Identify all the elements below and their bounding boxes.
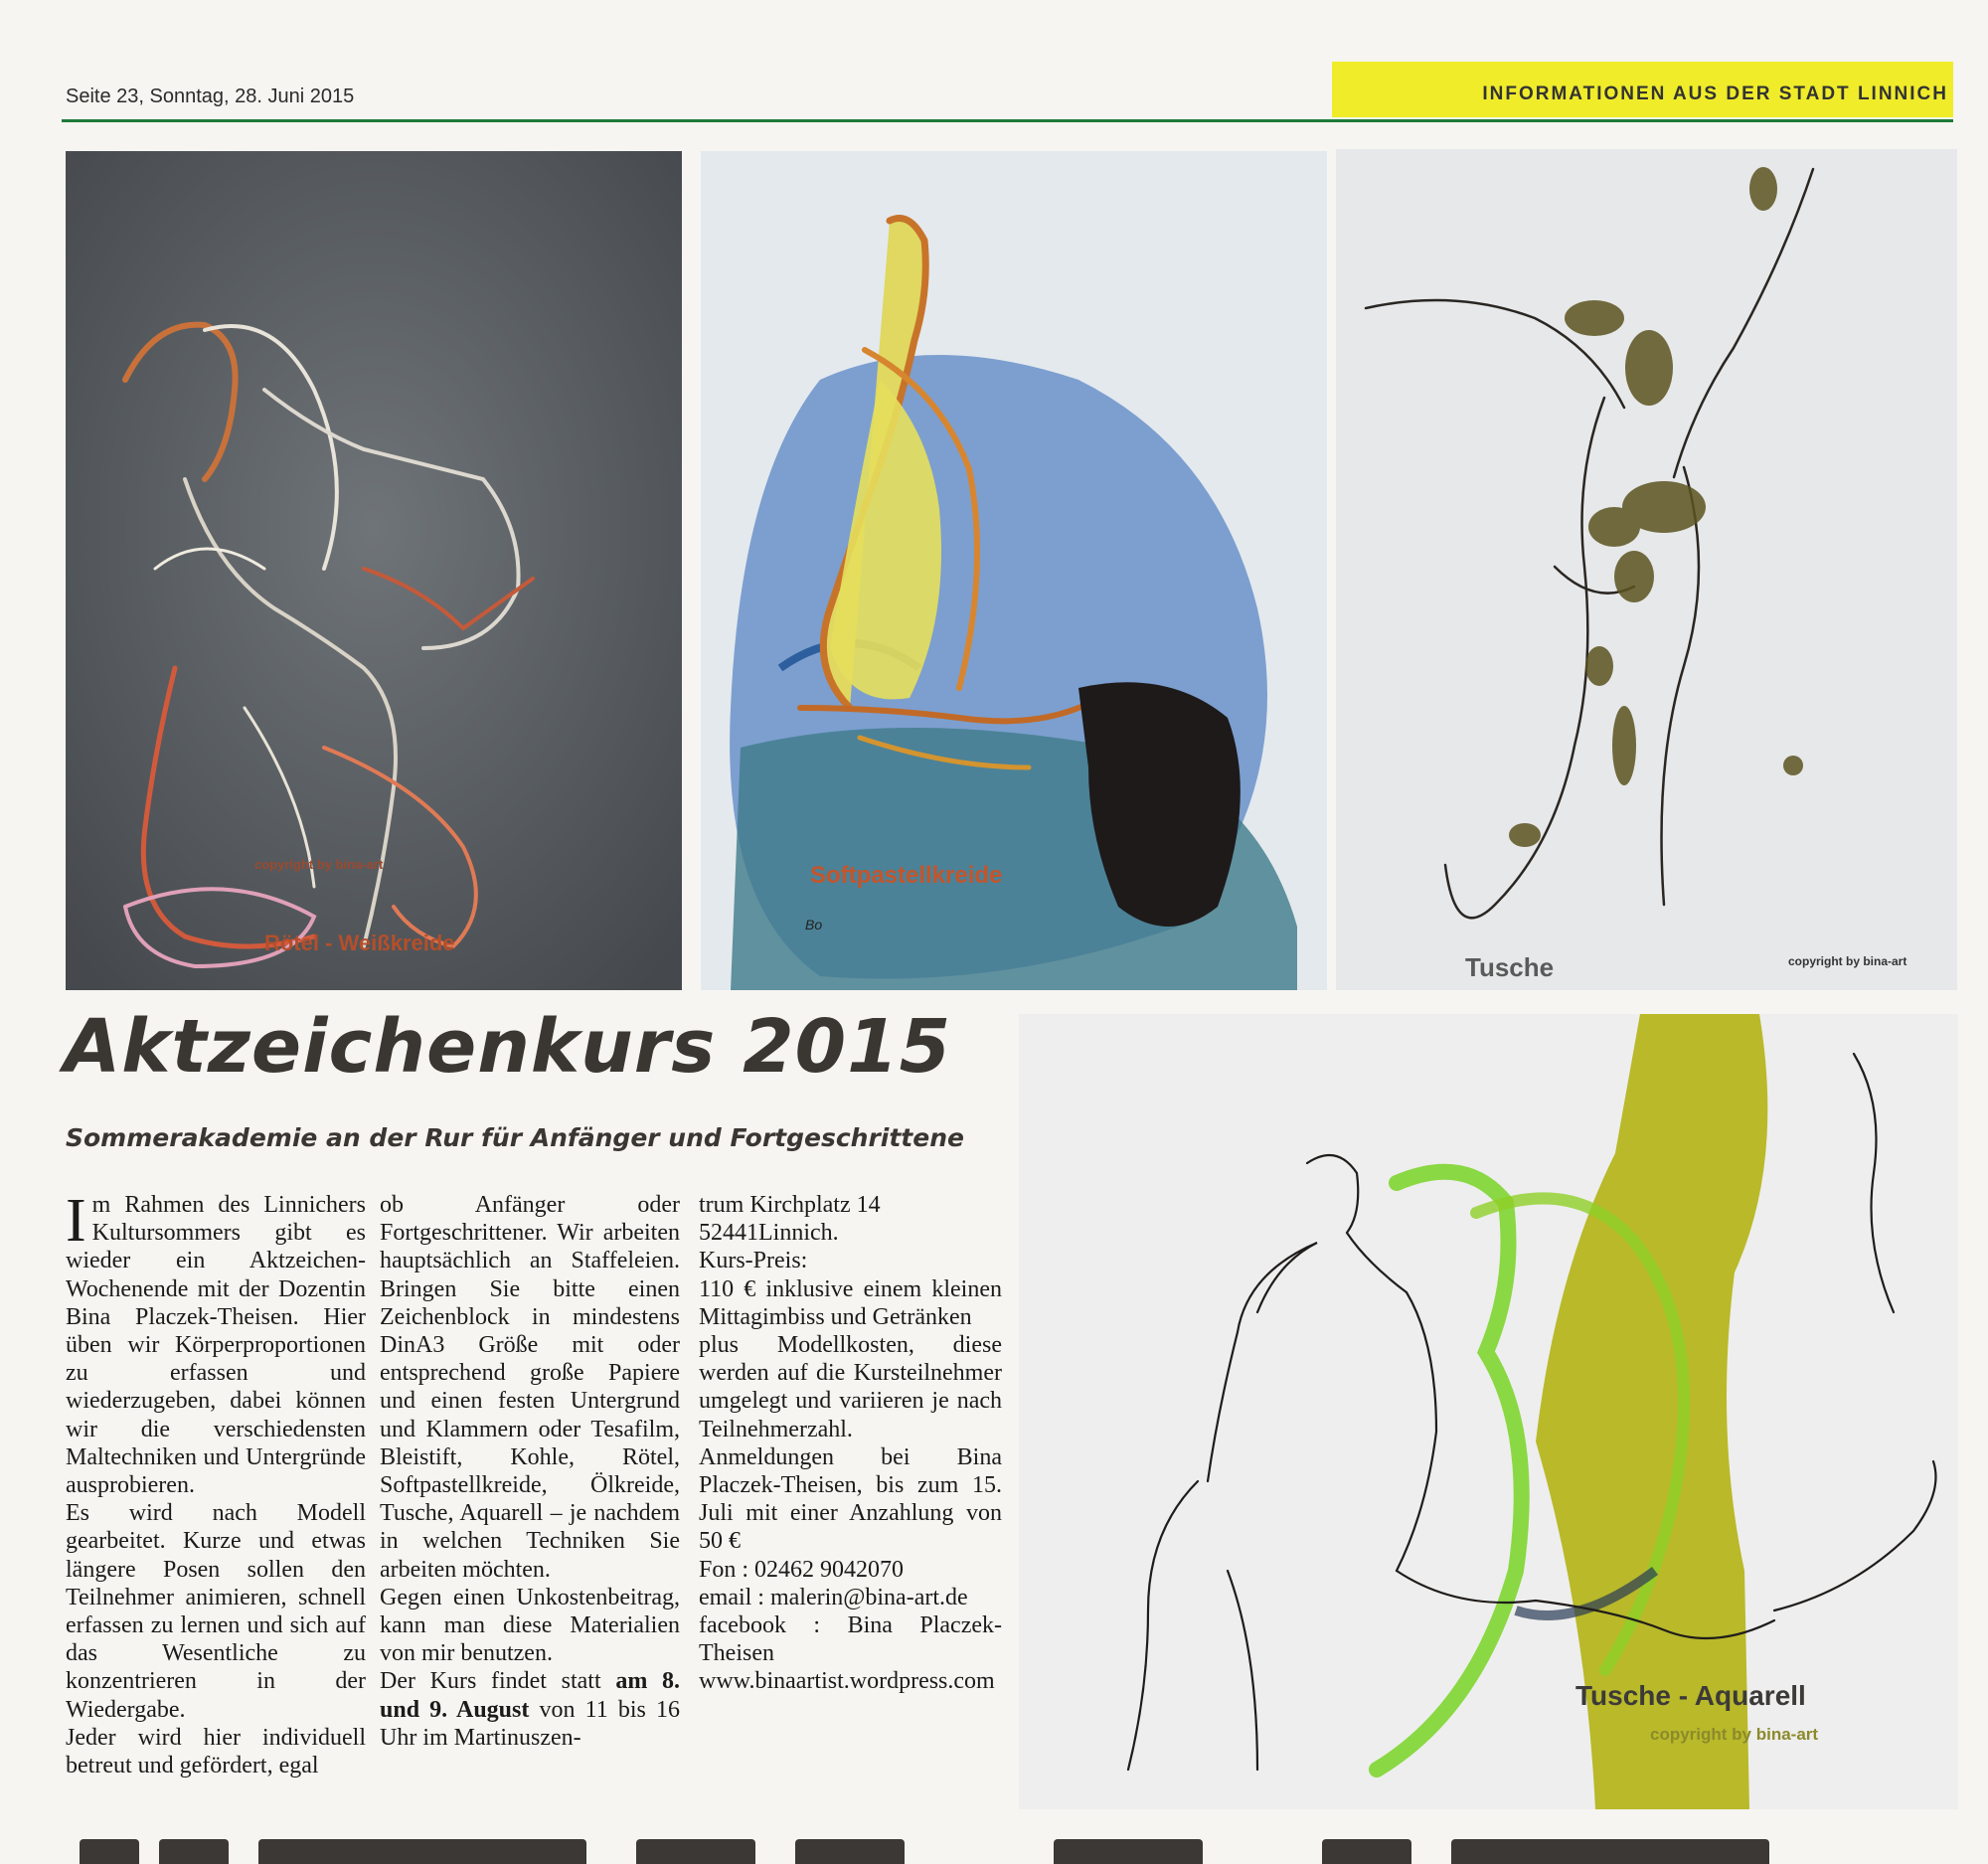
paragraph: Gegen einen Unkostenbeitrag, kann man diese Materialien von mir benutzen. [380, 1584, 680, 1667]
page-date-line: Seite 23, Sonntag, 28. Juni 2015 [66, 85, 355, 107]
paragraph-text: Der Kurs findet statt [380, 1668, 616, 1695]
artwork-tusche-aquarell-caption: Tusche - Aquarell [1575, 1680, 1806, 1711]
artwork-softpastell [701, 151, 1327, 990]
section-title: INFORMATIONEN AUS DER STADT LINNICH [1482, 84, 1948, 104]
venue-line: trum Kirchplatz 14 [699, 1192, 881, 1218]
paragraph [380, 1667, 680, 1752]
article-column-3 [699, 1191, 1002, 1696]
phone-line: Fon : 02462 9042070 [699, 1556, 905, 1583]
facebook-line: facebook : Bina Placzek-Theisen [699, 1612, 1002, 1667]
paragraph: Jeder wird hier individuell betreut und gefördert, egal [66, 1724, 366, 1779]
article-subheadline: Sommerakademie an der Rur für Anfänger und Fortgeschrittene [66, 1123, 964, 1152]
website-line: www.binaartist.wordpress.com [699, 1668, 995, 1695]
paragraph-text: von 11 bis 16 Uhr im Martinuszen- [380, 1696, 680, 1751]
article-column-1 [66, 1187, 366, 1779]
artwork-roetel [66, 151, 682, 990]
course-dates: am 8. und 9. August [380, 1668, 680, 1723]
model-cost-text: plus Modellkosten, diese werden auf die Kursteilnehmer umgelegt und variieren je nach Teilnehmerzahl. [699, 1332, 1002, 1442]
artwork-roetel-copyright: copyright by bina-art [254, 857, 384, 872]
paragraph-text: m Rahmen des Linnichers Kultursommers gibt es wieder ein Aktzeichen-Wochenende mit der Dozentin Bina Placzek-Theisen. Hier üben wir Körperproportionen zu erfassen und wiederzugeben, dabei können wir die verschiedensten Maltechniken und Untergründe ausprobieren. [66, 1192, 366, 1499]
artwork-tusche-copyright: copyright by bina-art [1788, 954, 1907, 968]
artwork-tusche-drawing [1336, 149, 1957, 990]
venue-city: 52441Linnich. [699, 1220, 839, 1247]
price-label: Kurs-Preis: [699, 1248, 808, 1274]
artwork-softpastell-drawing [701, 151, 1327, 990]
price-text: 110 € inklusive einem kleinen Mittagimbiss und Getränken [699, 1275, 1002, 1330]
artwork-roetel-caption: Rötel - Weißkreide [264, 931, 455, 955]
artwork-tusche-aquarell [1019, 1014, 1958, 1809]
artwork-tusche [1336, 149, 1957, 990]
article-column-2 [380, 1191, 680, 1752]
email-line: email : malerin@bina-art.de [699, 1584, 968, 1610]
artwork-softpastell-caption: Softpastellkreide [810, 862, 1003, 889]
drop-cap: I [66, 1187, 86, 1255]
next-article-headline-cropped [60, 1839, 1948, 1864]
artwork-softpastell-signature: Bo [805, 917, 823, 932]
paragraph: Es wird nach Modell gearbeitet. Kurze und etwas längere Posen sollen den Teilnehmer animieren, schnell erfassen zu lernen und sich auf das Wesentliche zu konzentrieren in der Wiedergabe. [66, 1500, 366, 1723]
paragraph: ob Anfänger oder Fortgeschrittener. Wir arbeiten hauptsächlich an Staffeleien. Bringen Sie bitte einen Zeichenblock in mindestens DinA3 Größe mit oder entsprechend große Papiere und einen festen Untergrund und Klammern oder Tesafilm, Bleistift, Kohle, Rötel, Softpastellkreide, Ölkreide, Tusche, Aquarell – je nachdem in welchen Techniken Sie arbeiten möchten. [380, 1192, 680, 1583]
artwork-tusche-aquarell-copyright: copyright by bina-art [1650, 1725, 1819, 1744]
artwork-tusche-caption: Tusche [1465, 952, 1555, 982]
artwork-tusche-aquarell-drawing [1019, 1014, 1958, 1809]
registration-text: Anmeldungen bei Bina Placzek-Theisen, bis zum 15. Juli mit einer Anzahlung von 50 € [699, 1443, 1002, 1555]
article-headline: Aktzeichenkurs 2015 [64, 1004, 952, 1090]
paragraph [66, 1187, 366, 1499]
header-rule [62, 119, 1953, 122]
